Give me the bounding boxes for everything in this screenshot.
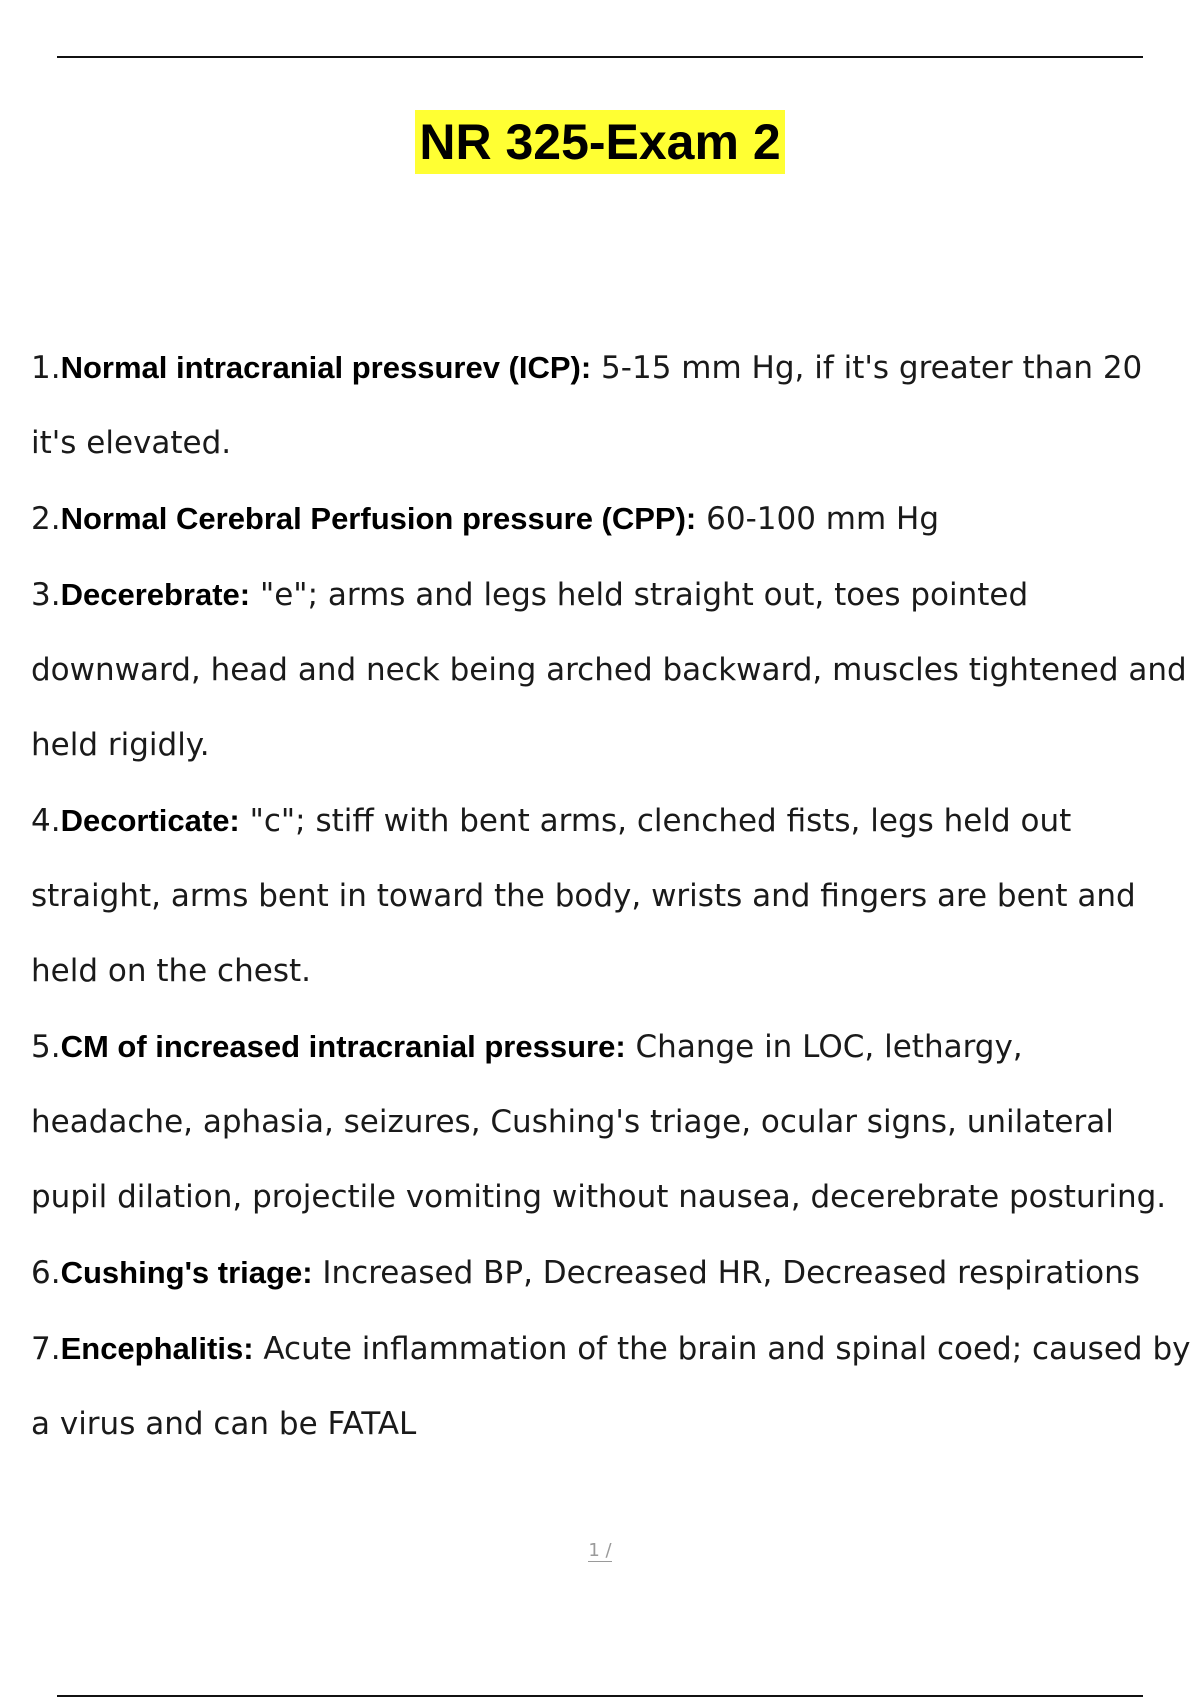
item-number: 5.: [31, 1029, 61, 1065]
item-term: Cushing's triage:: [60, 1255, 313, 1290]
document-title: NR 325-Exam 2: [415, 110, 784, 174]
item-number: 6.: [31, 1255, 61, 1291]
flashcard-list: [31, 330, 1191, 1462]
item-definition: "e"; arms and legs held straight out, toes pointed downward, head and neck being arched backward, muscles tightened and held rigidly.: [31, 577, 1187, 763]
item-term: Normal intracranial pressurev (ICP):: [60, 350, 592, 385]
list-item: [31, 1311, 1191, 1462]
page-number-text: 1 /: [588, 1540, 612, 1561]
item-definition: 5-15 mm Hg, if it's greater than 20 it's elevated.: [31, 350, 1143, 461]
list-item: [31, 557, 1191, 783]
item-definition: Acute inflammation of the brain and spinal coed; caused by a virus and can be FATAL: [31, 1331, 1191, 1442]
item-term: CM of increased intracranial pressure:: [60, 1029, 626, 1064]
item-number: 7.: [31, 1331, 61, 1367]
item-number: 1.: [31, 350, 61, 386]
item-definition: Increased BP, Decreased HR, Decreased respirations: [312, 1255, 1140, 1291]
item-term: Normal Cerebral Perfusion pressure (CPP):: [60, 501, 697, 536]
item-number: 4.: [31, 803, 61, 839]
item-definition: Change in LOC, lethargy, headache, aphasia, seizures, Cushing's triage, ocular signs, unilateral pupil dilation, projectile vomiting without nausea, decerebrate posturing.: [31, 1029, 1167, 1215]
item-definition: "c"; stiff with bent arms, clenched fists, legs held out straight, arms bent in toward the body, wrists and fingers are bent and held on the chest.: [31, 803, 1136, 989]
item-number: 2.: [31, 501, 61, 537]
list-item: [31, 783, 1191, 1009]
bottom-rule: [57, 1695, 1143, 1697]
list-item: [31, 1009, 1191, 1235]
item-definition: 60-100 mm Hg: [696, 501, 940, 537]
list-item: [31, 1235, 1191, 1311]
list-item: [31, 481, 1191, 557]
list-item: [31, 330, 1191, 481]
item-term: Encephalitis:: [60, 1331, 254, 1366]
page-number: [0, 1540, 1200, 1561]
item-term: Decorticate:: [60, 803, 240, 838]
item-term: Decerebrate:: [60, 577, 251, 612]
title-container: [0, 110, 1200, 174]
item-number: 3.: [31, 577, 61, 613]
top-rule: [57, 56, 1143, 58]
